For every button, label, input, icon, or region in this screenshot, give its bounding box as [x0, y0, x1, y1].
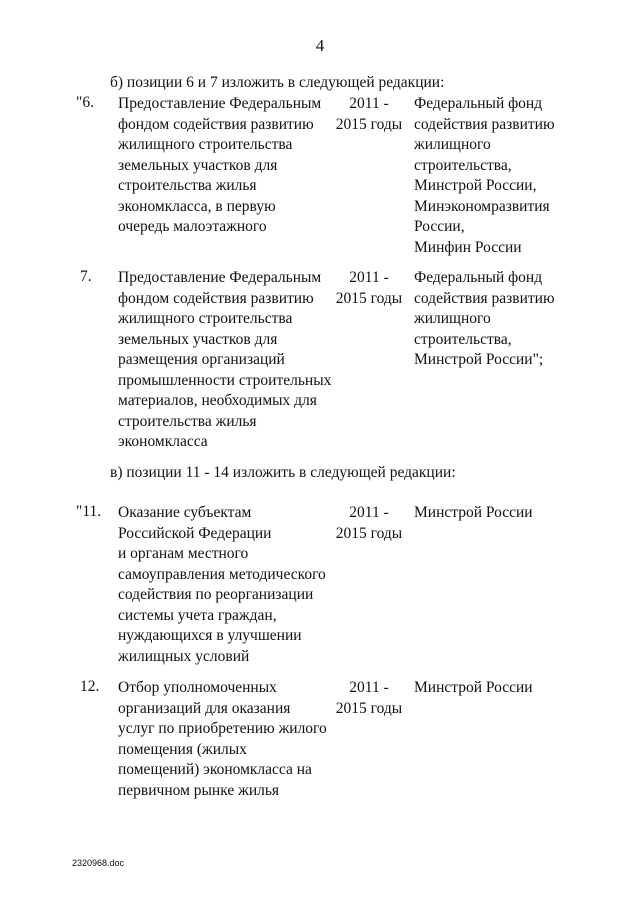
document-filename: 2320968.doc — [72, 858, 125, 868]
intro-positions-6-7: б) позиции 6 и 7 изложить в следующей редакции: — [110, 74, 445, 91]
position-responsible: Минстрой России — [414, 679, 533, 696]
position-description: Отбор уполномоченных организаций для оказания услуг по приобретению жилого помещения (жилых помещений) экономкласса на первичном рынке жилья — [118, 679, 327, 799]
position-period: 2011 - 2015 годы — [335, 269, 403, 307]
page-number: 4 — [315, 36, 325, 55]
position-period: 2011 - 2015 годы — [335, 95, 403, 133]
position-number: 7. — [80, 268, 92, 285]
intro-positions-11-14: в) позиции 11 - 14 изложить в следующей редакции: — [110, 464, 456, 481]
position-responsible: Минстрой России — [414, 504, 533, 521]
position-period: 2011 - 2015 годы — [335, 679, 403, 717]
position-number: "6. — [76, 94, 94, 111]
position-number: 12. — [80, 678, 100, 695]
position-responsible: Федеральный фонд содействия развитию жилищного строительства, Минстрой России, Минэкономразвития России, Минфин России — [414, 95, 555, 256]
position-description: Оказание субъектам Российской Федерации и органам местного самоуправления методического содействия по реорганизации системы учета граждан, нуждающихся в улучшении жилищных условий — [118, 504, 326, 665]
position-description: Предоставление Федеральным фондом содействия развитию жилищного строительства земельных участков для строительства жилья экономкласса, в первую очередь малоэтажного — [118, 95, 322, 235]
position-number: "11. — [76, 503, 102, 520]
position-description: Предоставление Федеральным фондом содействия развитию жилищного строительства земельных участков для размещения организаций промышленности строительных материалов, необходимых для строительства жилья экономкласса — [118, 269, 332, 450]
position-responsible: Федеральный фонд содействия развитию жилищного строительства, Минстрой России"; — [414, 269, 555, 368]
position-period: 2011 - 2015 годы — [335, 504, 403, 542]
